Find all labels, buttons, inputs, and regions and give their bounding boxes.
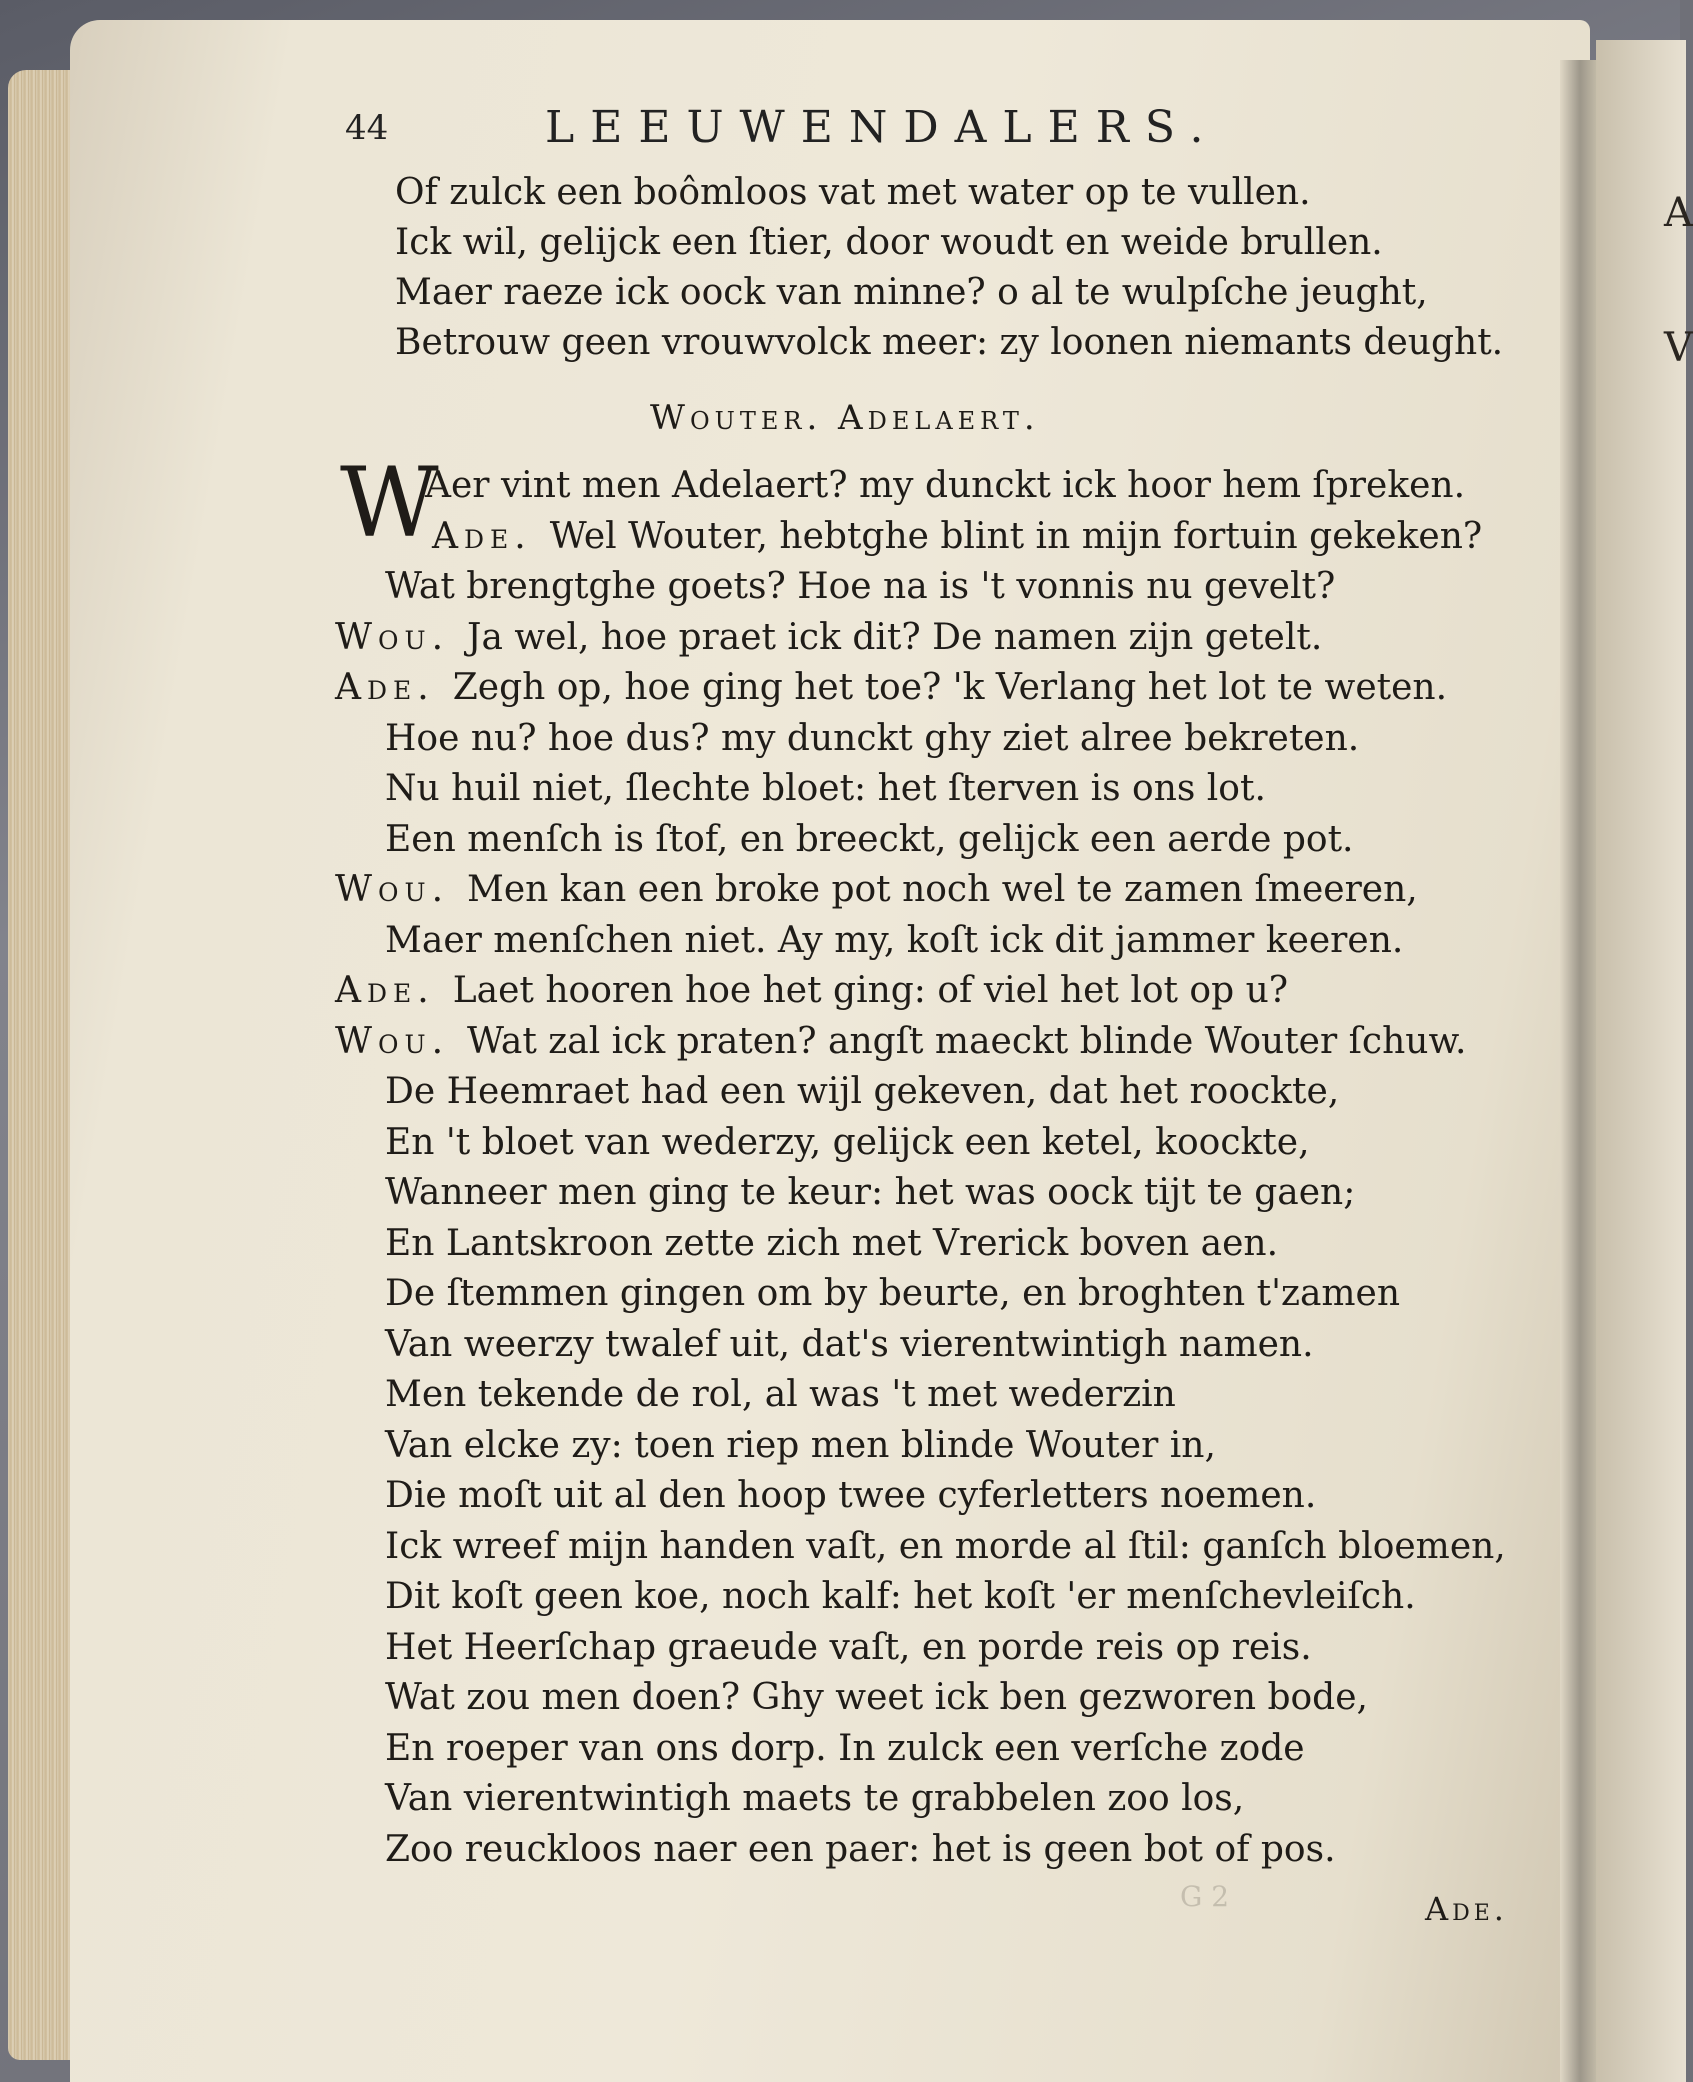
dialogue-line (385, 768, 1266, 809)
speaker-label: Ade. (335, 970, 435, 1011)
dialogue-line (385, 1526, 1506, 1567)
dialogue-line (335, 617, 1322, 658)
dialogue-line (385, 1677, 1368, 1718)
dialogue-line (385, 1778, 1244, 1819)
dialogue-text: Ick wreef mijn handen vaſt, en morde al ſtil: ganſch bloemen, (385, 1525, 1506, 1567)
dialogue-line (425, 465, 1465, 506)
dialogue-line (385, 920, 1403, 961)
dialogue-text: Van weerzy twalef uit, dat's vierentwintigh namen. (385, 1323, 1314, 1365)
dialogue-text: En roeper van ons dorp. In zulck een verſche zode (385, 1727, 1305, 1769)
dialogue-text: Wanneer men ging te keur: het was oock tijt te gaen; (385, 1172, 1356, 1213)
dialogue-text: Dit koſt geen koe, noch kalf: het koſt 'er menſchevleiſch. (385, 1576, 1416, 1617)
book-gutter (1560, 60, 1600, 2082)
dialogue-line (385, 1475, 1316, 1516)
drop-cap: W (340, 447, 439, 559)
dialogue-text: En Lantskroon zette zich met Vrerick boven aen. (385, 1222, 1279, 1264)
catchword: Ade. (1425, 1890, 1508, 1928)
speaker-label: Wou. (335, 1020, 450, 1062)
dialogue-line (385, 1576, 1416, 1617)
verse-line: Betrouw geen vrouwvolck meer: zy loonen niemants deught. (395, 322, 1504, 363)
facing-page-letter: A (1664, 190, 1693, 236)
dialogue-text: Die moſt uit al den hoop twee cyferletters noemen. (385, 1475, 1317, 1516)
dialogue-text: Van vierentwintigh maets te grabbelen zoo los, (385, 1778, 1245, 1819)
speaker-label: Ade. (432, 515, 532, 557)
dialogue-line (335, 970, 1288, 1011)
verse-line: Maer raeze ick oock van minne? o al te wulpſche jeught, (395, 272, 1428, 313)
dialogue-text: Zegh op, hoe ging het toe? 'k Verlang het lot te weten. (452, 667, 1448, 708)
dialogue-text: Zoo reuckloos naer een paer: het is geen bot of pos. (385, 1828, 1336, 1870)
dialogue-line (385, 1829, 1336, 1870)
dialogue-line (385, 718, 1359, 759)
dialogue-text: Een menſch is ſtof, en breeckt, gelijck een aerde pot. (385, 818, 1354, 860)
dialogue-line (335, 869, 1418, 910)
dialogue-line (385, 1172, 1355, 1213)
dialogue-text: Maer menſchen niet. Ay my, koſt ick dit jammer keeren. (385, 919, 1404, 961)
dialogue-text: En 't bloet van wederzy, gelijck een ketel, koockte, (385, 1121, 1310, 1163)
dialogue-text: De ſtemmen gingen om by beurte, en broghten t'zamen (385, 1273, 1401, 1314)
dialogue-line (385, 1273, 1400, 1314)
dialogue-text: Men tekende de rol, al was 't met wederzin (385, 1374, 1176, 1415)
dialogue-line (385, 1728, 1305, 1769)
dialogue-line (432, 516, 1482, 557)
dialogue-line (385, 1071, 1339, 1112)
verse-line: Ick wil, gelijck een ſtier, door woudt en weide brullen. (395, 222, 1383, 263)
dialogue-text: Hoe nu? hoe dus? my dunckt ghy ziet alree bekreten. (385, 717, 1360, 759)
dialogue-text: Men kan een broke pot noch wel te zamen ſmeeren, (467, 869, 1418, 910)
dialogue-text: Het Heerſchap graeude vaſt, en porde reis op reis. (385, 1626, 1312, 1668)
facing-page-letter: V (1664, 325, 1693, 371)
page-header (345, 102, 1355, 162)
signature-mark: G 2 (1180, 1880, 1230, 1913)
speaker-label: Wou. (335, 869, 450, 910)
scene-heading: Wouter. Adelaert. (650, 398, 1040, 438)
dialogue-text: Aer vint men Adelaert? my dunckt ick hoor hem ſpreken. (425, 465, 1466, 506)
dialogue-text: Van elcke zy: toen riep men blinde Wouter in, (385, 1424, 1216, 1466)
verse-line: Of zulck een boômloos vat met water op te vullen. (395, 172, 1311, 213)
dialogue-line (335, 1021, 1466, 1062)
dialogue-text: Laet hooren hoe het ging: of viel het lot op u? (452, 970, 1289, 1011)
dialogue-line (385, 566, 1335, 607)
dialogue-text: Wel Wouter, hebtghe blint in mijn fortuin gekeken? (549, 515, 1483, 557)
speaker-label: Ade. (335, 667, 435, 708)
dialogue-text: Wat zal ick praten? angſt maeckt blinde Wouter ſchuw. (467, 1020, 1467, 1062)
dialogue-line (385, 1324, 1314, 1365)
dialogue-line (385, 819, 1354, 860)
dialogue-text: Ja wel, hoe praet ick dit? De namen zijn getelt. (467, 616, 1323, 658)
dialogue-text: De Heemraet had een wijl gekeven, dat het roockte, (385, 1071, 1340, 1112)
dialogue-line (385, 1627, 1312, 1668)
speaker-label: Wou. (335, 616, 450, 658)
page-number: 44 (345, 108, 389, 148)
dialogue-text: Wat zou men doen? Ghy weet ick ben gezworen bode, (385, 1677, 1368, 1718)
dialogue-line (385, 1223, 1278, 1264)
dialogue-line (335, 667, 1447, 708)
dialogue-line (385, 1374, 1176, 1415)
dialogue-text: Nu huil niet, ſlechte bloet: het ſterven is ons lot. (385, 768, 1266, 809)
dialogue-line (385, 1425, 1216, 1466)
dialogue-line (385, 1122, 1310, 1163)
dialogue-text: Wat brengtghe goets? Hoe na is 't vonnis nu gevelt? (385, 566, 1336, 607)
running-title: LEEUWENDALERS. (545, 102, 1220, 153)
facing-page (1596, 40, 1693, 2082)
